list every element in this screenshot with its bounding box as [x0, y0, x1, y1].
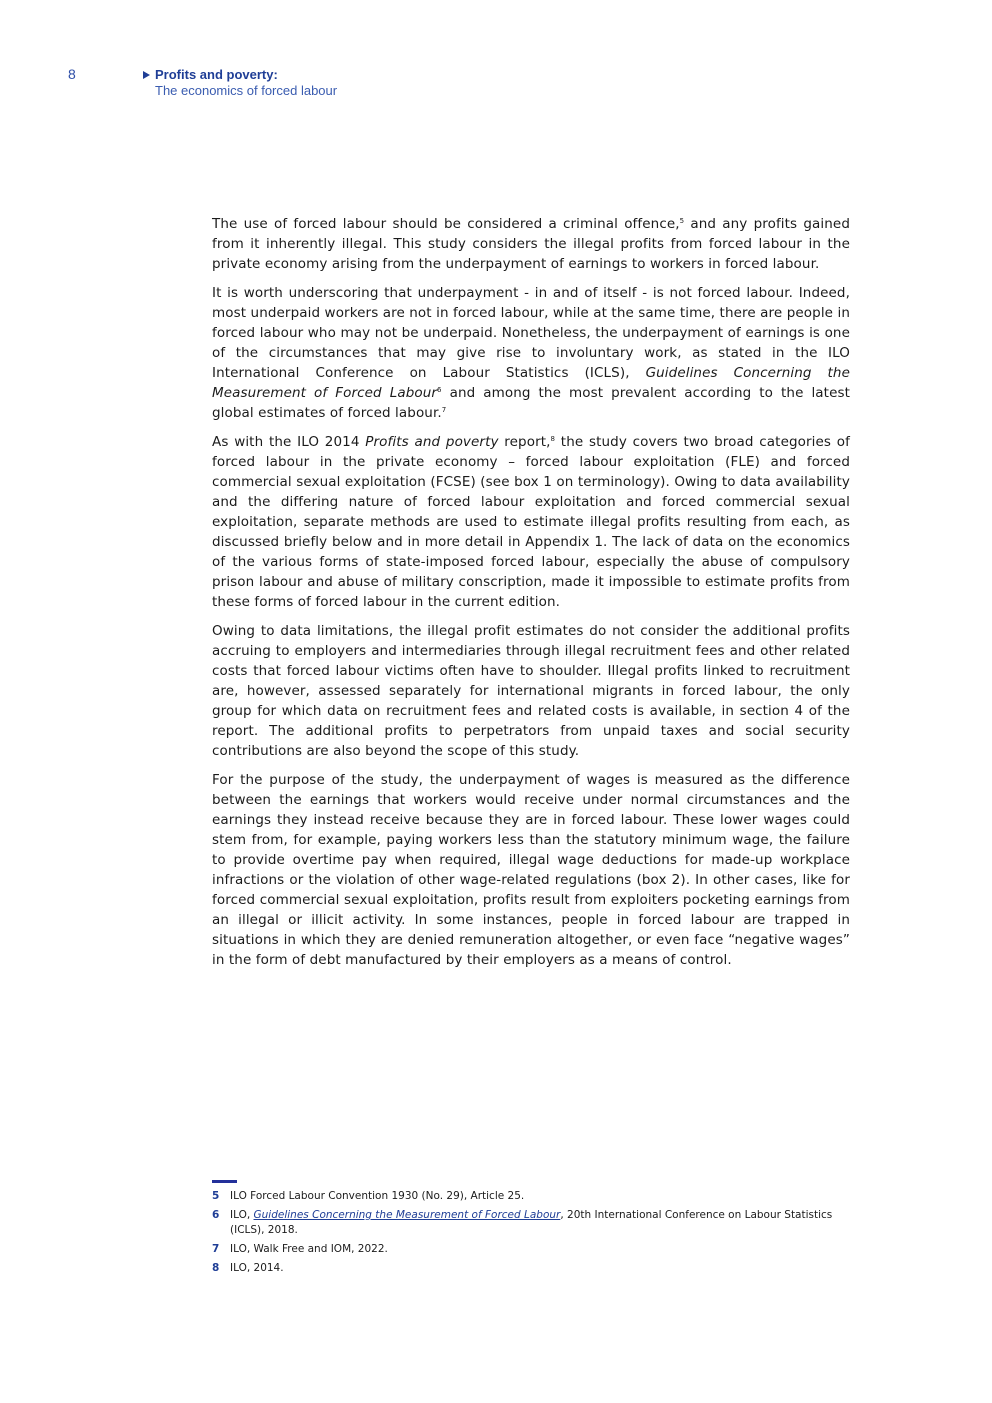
footnote-divider	[212, 1180, 237, 1183]
main-text	[212, 214, 850, 979]
footnote-ref-5[interactable]: 5	[679, 217, 685, 225]
footnote-ref-7[interactable]: 7	[441, 406, 447, 414]
footnote-number: 8	[212, 1262, 220, 1274]
triangle-right-icon	[143, 71, 150, 79]
paragraph-1: The use of forced labour should be considered a criminal offence,$^5$ and any profits gained from it inherently illegal. This study considers the illegal profits from forced labour in the private economy arising from the underpayment of earnings to workers in forced labour.	[212, 216, 850, 272]
footnote-7	[212, 1242, 850, 1257]
footnote-text: ILO Forced Labour Convention 1930 (No. 29), Article 25.	[230, 1190, 525, 1202]
guidelines-link[interactable]: Guidelines Concerning the Measurement of Forced Labour	[253, 1209, 561, 1221]
footnote-text: ILO, Walk Free and IOM, 2022.	[230, 1243, 388, 1255]
footnotes	[212, 1189, 850, 1280]
page-number: 8	[68, 66, 76, 82]
paragraph-2: It is worth underscoring that underpayment - in and of itself - is not forced labour. Indeed, most underpaid workers are not in forced labour, while at the same time, there are people in forced labour who may not be underpaid. Nonetheless, the underpayment of earnings is one of the circumstances that may give rise to involuntary work, as stated in the ILO International Conference on Labour Statistics (ICLS), Guidelines Concerning the Measurement of Forced Labour$^6$ and among the most prevalent according to the latest global estimates of forced labour.$^7$	[212, 285, 850, 421]
paragraph-3: As with the ILO 2014 Profits and poverty report,$^8$ the study covers two broad categories of forced labour in the private economy – forced labour exploitation (FLE) and forced commercial sexual exploitation (FCSE) (see box 1 on terminology). Owing to data availability and the differing nature of forced labour exploitation and forced commercial sexual exploitation, separate methods are used to estimate illegal profits resulting from each, as discussed briefly below and in more detail in Appendix 1. The lack of data on the economics of the various forms of state-imposed forced labour, especially the abuse of compulsory prison labour and abuse of military conscription, made it impossible to estimate profits from these forms of forced labour in the current edition.	[212, 434, 850, 610]
paragraph-4: Owing to data limitations, the illegal profit estimates do not consider the additional profits accruing to employers and intermediaries through illegal recruitment fees and other related costs that forced labour victims often have to shoulder. Illegal profits linked to recruitment are, however, assessed separately for international migrants in forced labour, the only group for which data on recruitment fees and related costs is available, in section 4 of the report. The additional profits to perpetrators from unpaid taxes and social security contributions are also beyond the scope of this study.	[212, 623, 850, 759]
footnote-number: 7	[212, 1243, 220, 1255]
footnote-6: 6 ILO, Guidelines Concerning the Measurement of Forced Labour, 20th International Conference on Labour Statistics (ICLS), 2018.	[212, 1209, 833, 1236]
paragraph-5: For the purpose of the study, the underpayment of wages is measured as the difference between the earnings that workers would receive under normal circumstances and the earnings they instead receive because they are in forced labour. These lower wages could stem from, for example, paying workers less than the statutory minimum wage, the failure to provide overtime pay when required, illegal wage deductions for made-up workplace infractions or the violation of other wage-related regulations (box 2). In other cases, like for forced commercial sexual exploitation, profits result from exploiters pocketing earnings from an illegal or illicit activity. In some instances, people in forced labour are trapped in situations in which they are denied remuneration altogether, or even face “negative wages” in the form of debt manufactured by their employers as a means of control.	[212, 772, 850, 968]
footnote-number: 5	[212, 1190, 220, 1202]
running-header	[143, 67, 337, 99]
footnote-5	[212, 1189, 850, 1204]
footnote-text: ILO, 2014.	[230, 1262, 284, 1274]
header-title: Profits and poverty:	[155, 67, 278, 82]
guidelines-title: Guidelines Concerning the Measurement of Forced Labour	[212, 365, 850, 401]
footnote-number: 6	[212, 1209, 220, 1221]
footnote-ref-8[interactable]: 8	[550, 435, 556, 443]
report-title: Profits and poverty	[365, 434, 499, 450]
footnote-8	[212, 1261, 850, 1276]
footnote-ref-6[interactable]: 6	[437, 386, 442, 394]
header-subtitle: The economics of forced labour	[155, 83, 338, 98]
